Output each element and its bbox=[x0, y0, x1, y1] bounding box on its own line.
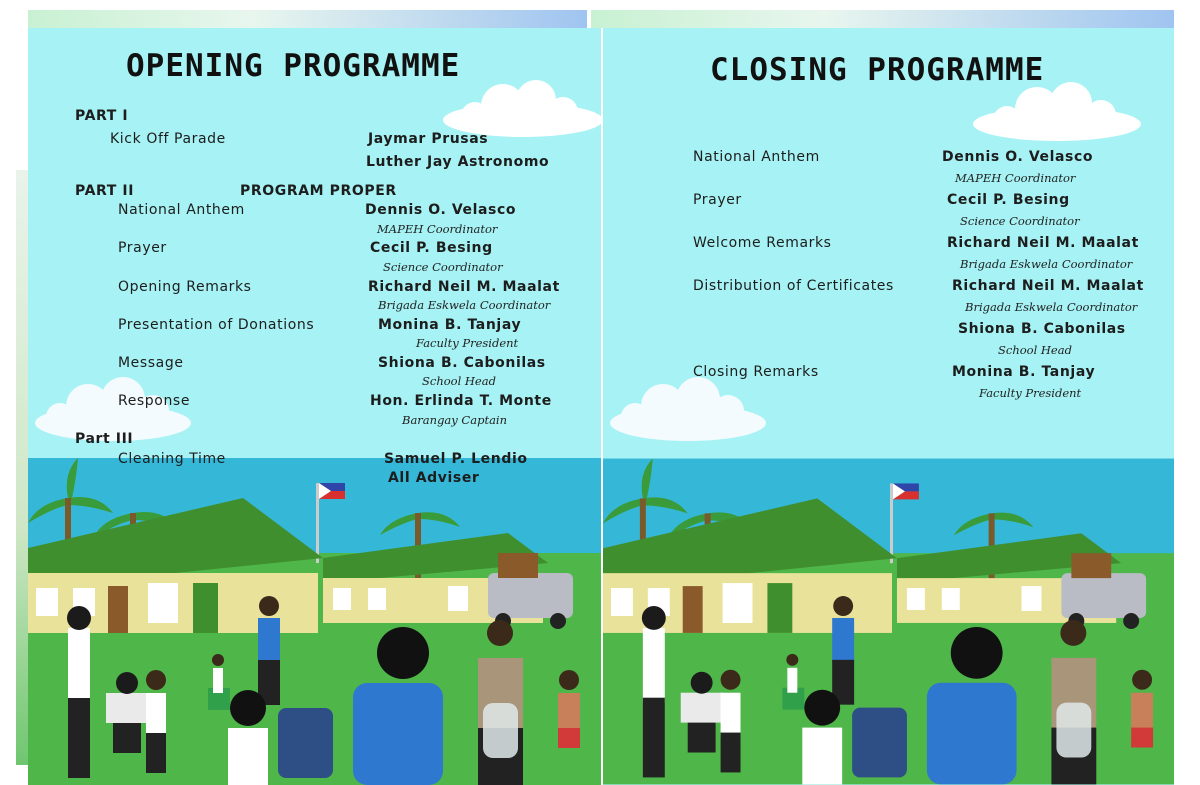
page-title: CLOSING PROGRAMME bbox=[710, 52, 1045, 88]
section-heading: PROGRAM PROPER bbox=[240, 183, 397, 199]
person-role: Science Coordinator bbox=[383, 260, 503, 274]
program-item: Distribution of Certificates bbox=[693, 278, 894, 294]
person-role: MAPEH Coordinator bbox=[377, 222, 498, 236]
person-name: Shiona B. Cabonilas bbox=[958, 321, 1126, 337]
school-scene-illustration bbox=[603, 438, 1174, 785]
person-role: School Head bbox=[422, 374, 496, 388]
part-label: PART I bbox=[75, 108, 129, 124]
person-role: Science Coordinator bbox=[960, 214, 1080, 228]
person-name: Richard Neil M. Maalat bbox=[952, 278, 1144, 294]
person-role: Faculty President bbox=[979, 386, 1082, 400]
person-name: Jaymar Prusas bbox=[368, 131, 489, 147]
program-item: Prayer bbox=[693, 192, 742, 208]
part-label: PART II bbox=[75, 183, 135, 199]
program-item: Kick Off Parade bbox=[110, 131, 226, 147]
opening-programme-page bbox=[28, 28, 601, 785]
person-role: Brigada Eskwela Coordinator bbox=[965, 300, 1138, 314]
person-name: Monina B. Tanjay bbox=[952, 364, 1096, 380]
top-banner-right bbox=[591, 10, 1174, 28]
edge-strip bbox=[16, 170, 28, 765]
person-name: Richard Neil M. Maalat bbox=[947, 235, 1139, 251]
cloud-icon bbox=[965, 80, 1145, 142]
person-role: Brigada Eskwela Coordinator bbox=[960, 257, 1133, 271]
program-item: National Anthem bbox=[118, 202, 245, 218]
person-role: Faculty President bbox=[416, 336, 519, 350]
closing-programme-page bbox=[603, 28, 1174, 785]
person-name: Dennis O. Velasco bbox=[365, 202, 517, 218]
person-name: All Adviser bbox=[388, 470, 480, 486]
program-item: Prayer bbox=[118, 240, 167, 256]
person-name: Shiona B. Cabonilas bbox=[378, 355, 546, 371]
program-item: Cleaning Time bbox=[118, 451, 226, 467]
program-item: National Anthem bbox=[693, 149, 820, 165]
part-label: Part III bbox=[75, 431, 134, 447]
person-role: Brigada Eskwela Coordinator bbox=[378, 298, 551, 312]
person-name: Monina B. Tanjay bbox=[378, 317, 522, 333]
person-name: Cecil P. Besing bbox=[370, 240, 493, 256]
cloud-icon bbox=[603, 373, 773, 443]
program-item: Welcome Remarks bbox=[693, 235, 832, 251]
person-name: Richard Neil M. Maalat bbox=[368, 279, 560, 295]
cloud-icon bbox=[433, 78, 601, 138]
top-banner-left bbox=[28, 10, 587, 28]
person-name: Cecil P. Besing bbox=[947, 192, 1070, 208]
program-item: Response bbox=[118, 393, 191, 409]
person-role: School Head bbox=[998, 343, 1072, 357]
person-role: MAPEH Coordinator bbox=[955, 171, 1076, 185]
person-name: Samuel P. Lendio bbox=[384, 451, 528, 467]
person-role: Barangay Captain bbox=[402, 413, 508, 427]
school-scene-illustration bbox=[28, 438, 601, 785]
program-item: Closing Remarks bbox=[693, 364, 819, 380]
program-item: Opening Remarks bbox=[118, 279, 252, 295]
page-title: OPENING PROGRAMME bbox=[126, 48, 461, 84]
person-name: Luther Jay Astronomo bbox=[366, 154, 550, 170]
person-name: Dennis O. Velasco bbox=[942, 149, 1094, 165]
program-item: Presentation of Donations bbox=[118, 317, 315, 333]
person-name: Hon. Erlinda T. Monte bbox=[370, 393, 552, 409]
program-item: Message bbox=[118, 355, 184, 371]
